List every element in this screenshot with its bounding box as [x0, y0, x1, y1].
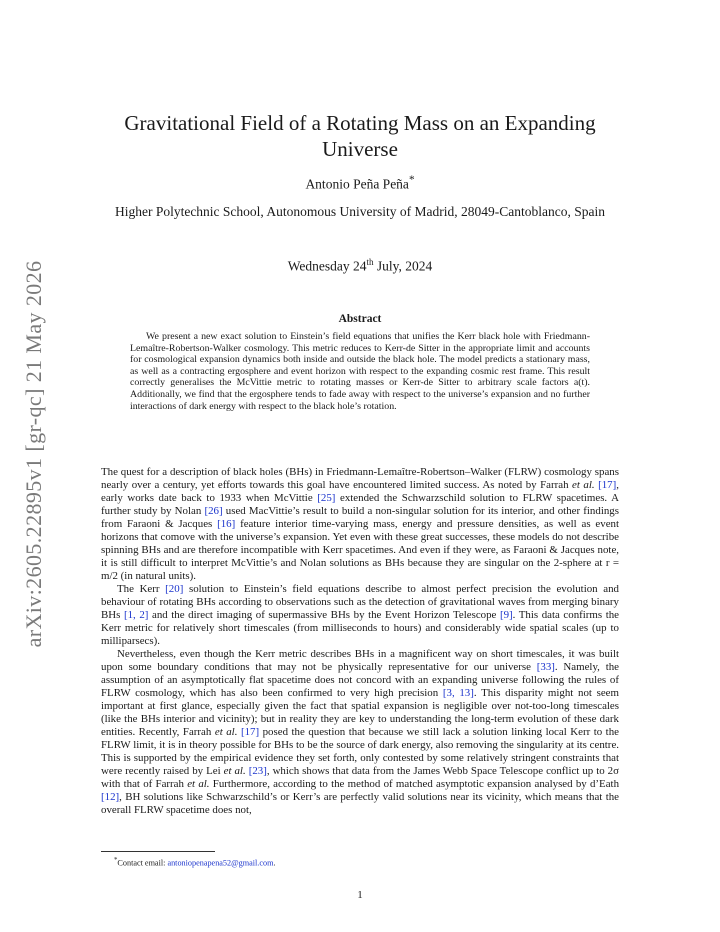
citation-link[interactable]: [9]	[499, 609, 513, 621]
footnote-rule	[101, 851, 215, 852]
paper-title: Gravitational Field of a Rotating Mass on an Expanding Universe	[124, 111, 596, 161]
paragraph-2	[101, 583, 619, 648]
text-run: , BH solutions like Schwarzschild’s or Kerr’s are perfectly valid solutions near its vicinity, which means that the overall FLRW spacetime does not,	[101, 791, 619, 816]
citation-link[interactable]: [33]	[536, 661, 555, 673]
citation-link[interactable]: [1, 2]	[123, 609, 149, 621]
footnote	[114, 857, 276, 868]
text-run: Nevertheless, even though the Kerr metric describes BHs in a magnificent way on short timescales, it was built upon some boundary conditions that may not be physically representative for our universe	[101, 648, 619, 673]
citation-link[interactable]: [3, 13]	[442, 687, 474, 699]
paragraph-1	[101, 466, 619, 583]
text-run: extended the Schwarzschild solution to FLRW spacetimes. A further study by Nolan	[101, 492, 619, 517]
affiliation: Higher Polytechnic School, Autonomous University of Madrid, 28049-Cantoblanco, Spain	[114, 204, 606, 219]
footnote-mark: *	[114, 857, 118, 864]
text-run: The Kerr	[117, 583, 166, 595]
citation-link[interactable]: [20]	[165, 583, 184, 595]
arxiv-identifier-text: arXiv:2605.22895v1 [gr-qc] 21 May 2026	[21, 260, 46, 648]
text-run-italic: et al.	[572, 479, 595, 491]
date-ordinal: th	[366, 257, 374, 267]
text-run: The quest for a description of black holes (BHs) in Friedmann-Lemaître-Robertson–Walker (FLRW) cosmology spans nearly over a century, yet efforts towards this goal have encountered limited success. As noted by Farrah	[101, 466, 619, 491]
text-run: Furthermore, according to the method of matched asymptotic expansion analysed by d’Eath	[209, 778, 620, 790]
footnote-label: Contact email:	[117, 858, 168, 868]
citation-link[interactable]: [17]	[240, 726, 260, 738]
text-run: solution to Einstein’s field equations describe to almost perfect precision the evolution and behaviour of rotating BHs according to observations such as the detection of gravitational waves from merging binary BHs	[101, 583, 619, 621]
date-line	[100, 257, 620, 275]
citation-link[interactable]: [12]	[101, 791, 120, 803]
citation-link[interactable]: [17]	[598, 479, 617, 491]
text-run: used MacVittie’s result to build a non-singular solution for its interior, and other findings from Faraoni & Jacques	[101, 505, 619, 530]
abstract-heading: Abstract	[338, 313, 382, 325]
author-name: Antonio Peña Peña	[305, 176, 409, 192]
citation-link[interactable]: [26]	[204, 505, 223, 517]
text-run: . This disparity might not seem important at first glance, especially given the fact that spatial expansion is negligible over not-too-long timescales (like the BHs interior and vicinity); but in reality they are key to understanding the long-term evolution of these dark entities. Recently, Farrah	[101, 687, 619, 738]
text-run: feature interior time-varying mass, energy and pressure densities, as well as event horizons that comove with the universe’s expansion. Yet even with these great successes, these models do not describe spinning BHs and are therefore incompatible with Kerr spacetimes. And even if they were, as Faraoni & Jacques note, it is still difficult to interpret McVittie’s and Nolan solutions as BHs because they are singular on the 2-sphere at r = m/2 (in natural units).	[101, 518, 619, 582]
text-run: . Namely, the assumption of an asymptotically flat spacetime does not concord with an expanding universe following the rules of FLRW cosmology, which has also been confirmed to very high precision	[101, 661, 619, 699]
date-suffix: July, 2024	[373, 258, 433, 274]
author-footnote-mark: *	[408, 174, 415, 186]
text-run-italic: et al.	[223, 765, 246, 777]
text-run: , which shows that data from the James Webb Space Telescope conflict up to 2σ with that of Farrah	[101, 765, 619, 790]
footnote-end: .	[273, 858, 276, 868]
text-run-italic: et al.	[187, 778, 210, 790]
arxiv-identifier	[8, 262, 60, 646]
contact-email-link[interactable]: antoniopenapena52@gmail.com	[167, 858, 274, 868]
text-run: . This data confirms the Kerr metric for relatively short timescales (from milliseconds to hours) and considerably wide spatial scales (up to milliparsecs).	[101, 609, 620, 647]
author-line	[100, 174, 620, 193]
text-run: and the direct imaging of supermassive BHs by the Event Horizon Telescope	[148, 609, 500, 621]
page-number: 1	[357, 889, 363, 901]
paragraph-3	[101, 648, 619, 817]
citation-link[interactable]: [23]	[248, 765, 267, 777]
text-run-italic: et al.	[214, 726, 238, 738]
citation-link[interactable]: [25]	[317, 492, 336, 504]
body-text	[101, 466, 619, 817]
text-run: posed the question that because we still lack a solution linking local Kerr to the FLRW limit, it is in theory possible for BHs to be the source of dark energy, also removing the singularity at its centre. This is supported by the empirical evidence they set forth, only contested by some relatively stringent constraints that were recently raised by Lei	[101, 726, 619, 777]
text-run: , early works date back to 1933 when McVittie	[101, 479, 619, 504]
citation-link[interactable]: [16]	[217, 518, 236, 530]
abstract-text: We present a new exact solution to Einstein’s field equations that unifies the Kerr black hole with Friedmann-Lemaître-Robertson-Walker cosmology. This metric reduces to Kerr-de Sitter in the appropriate limit and accounts for cosmological expansion dynamics both inside and outside the black hole. The model predicts a stationary mass, as well as a contracting ergosphere and event horizon with respect to the expanding cosmic rest frame. This result correctly generalises the McVittie metric to rotating masses or Kerr-de Sitter to arbitrary scale factors a(t). Additionally, we find that the ergosphere tends to fade away with respect to the universe’s expansion and no further interactions of dark energy with respect to the black hole’s rotation.	[130, 331, 590, 412]
date-prefix: Wednesday 24	[287, 258, 367, 274]
